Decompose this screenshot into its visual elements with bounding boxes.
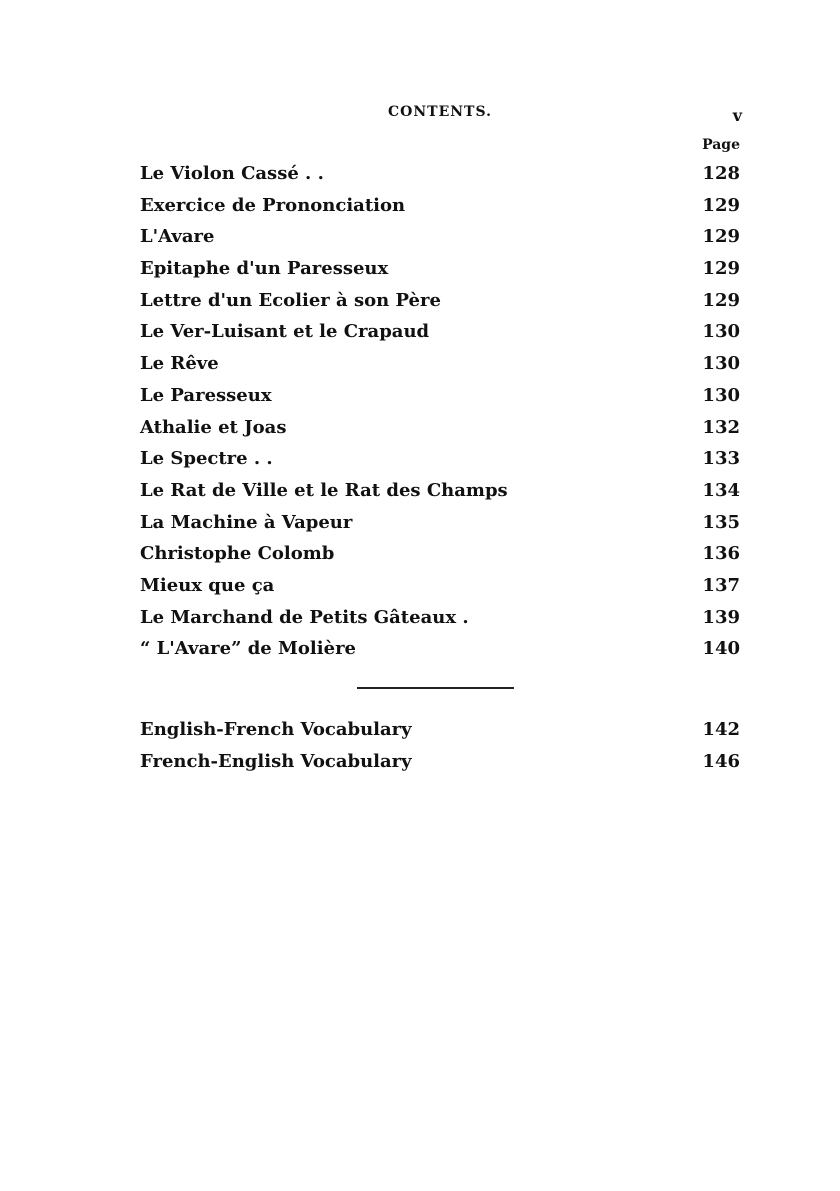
entry-page: 136 (702, 543, 740, 565)
toc-entry (140, 507, 740, 539)
entry-page: 130 (702, 353, 740, 375)
entry-page: 132 (702, 416, 740, 438)
entry-title: Le Spectre . . (140, 448, 273, 470)
entry-title: Le Violon Cassé . . (140, 163, 324, 184)
entry-title: English-French Vocabulary (140, 719, 412, 740)
entry-title: Le Marchand de Petits Gâteaux . (140, 606, 469, 628)
toc-entry (140, 190, 740, 222)
toc-entry (140, 348, 740, 380)
section-divider (357, 687, 514, 689)
entry-page: 140 (702, 638, 740, 660)
entry-title: French-English Vocabulary (140, 750, 412, 772)
toc-entry (140, 538, 740, 570)
toc-entry (140, 633, 740, 665)
toc-entry (140, 443, 740, 475)
entry-page: 146 (702, 750, 740, 772)
entry-title: L'Avare (140, 226, 215, 248)
entry-title: Lettre d'un Ecolier à son Père (140, 289, 441, 311)
entry-page: 128 (702, 163, 740, 184)
toc-entry (140, 714, 740, 746)
entry-page: 133 (702, 448, 740, 470)
entry-title: Exercice de Prononciation (140, 194, 406, 216)
entry-title: Athalie et Joas (140, 416, 287, 438)
entry-page: 129 (702, 258, 740, 280)
toc-entry (140, 285, 740, 317)
entry-page: 137 (702, 574, 740, 596)
entry-page: 129 (702, 194, 740, 216)
entry-page: 130 (702, 321, 740, 343)
toc-entry (140, 221, 740, 253)
toc-entry (140, 158, 740, 190)
entry-title: Le Paresseux (140, 384, 272, 406)
entry-page: 134 (702, 479, 740, 501)
entry-page: 142 (702, 719, 740, 740)
entry-title: “ L'Avare” de Molière (140, 638, 356, 660)
entry-page: 129 (702, 226, 740, 248)
entry-title: Mieux que ça (140, 574, 275, 596)
toc-entry (140, 746, 740, 778)
toc-entry (140, 412, 740, 444)
toc-entry (140, 316, 740, 348)
entry-title: Le Rêve (140, 353, 219, 375)
entry-page: 135 (702, 511, 740, 533)
toc-entry (140, 602, 740, 634)
entry-title: La Machine à Vapeur (140, 511, 353, 533)
toc-entry (140, 253, 740, 285)
entry-title: Le Ver-Luisant et le Crapaud (140, 321, 430, 343)
entry-page: 139 (702, 606, 740, 628)
entry-title: Le Rat de Ville et le Rat des Champs (140, 479, 508, 501)
entry-title: Epitaphe d'un Paresseux (140, 258, 389, 280)
toc-entry (140, 380, 740, 412)
entry-page: 129 (702, 289, 740, 311)
entry-title: Christophe Colomb (140, 543, 335, 565)
toc-entry (140, 570, 740, 602)
page-title: CONTENTS. (388, 104, 492, 120)
vocabulary-list (140, 714, 740, 777)
page-number: v (732, 106, 742, 125)
toc-entry (140, 475, 740, 507)
entry-page: 130 (702, 384, 740, 406)
page-column-label: Page (702, 137, 740, 153)
contents-list (140, 158, 740, 665)
